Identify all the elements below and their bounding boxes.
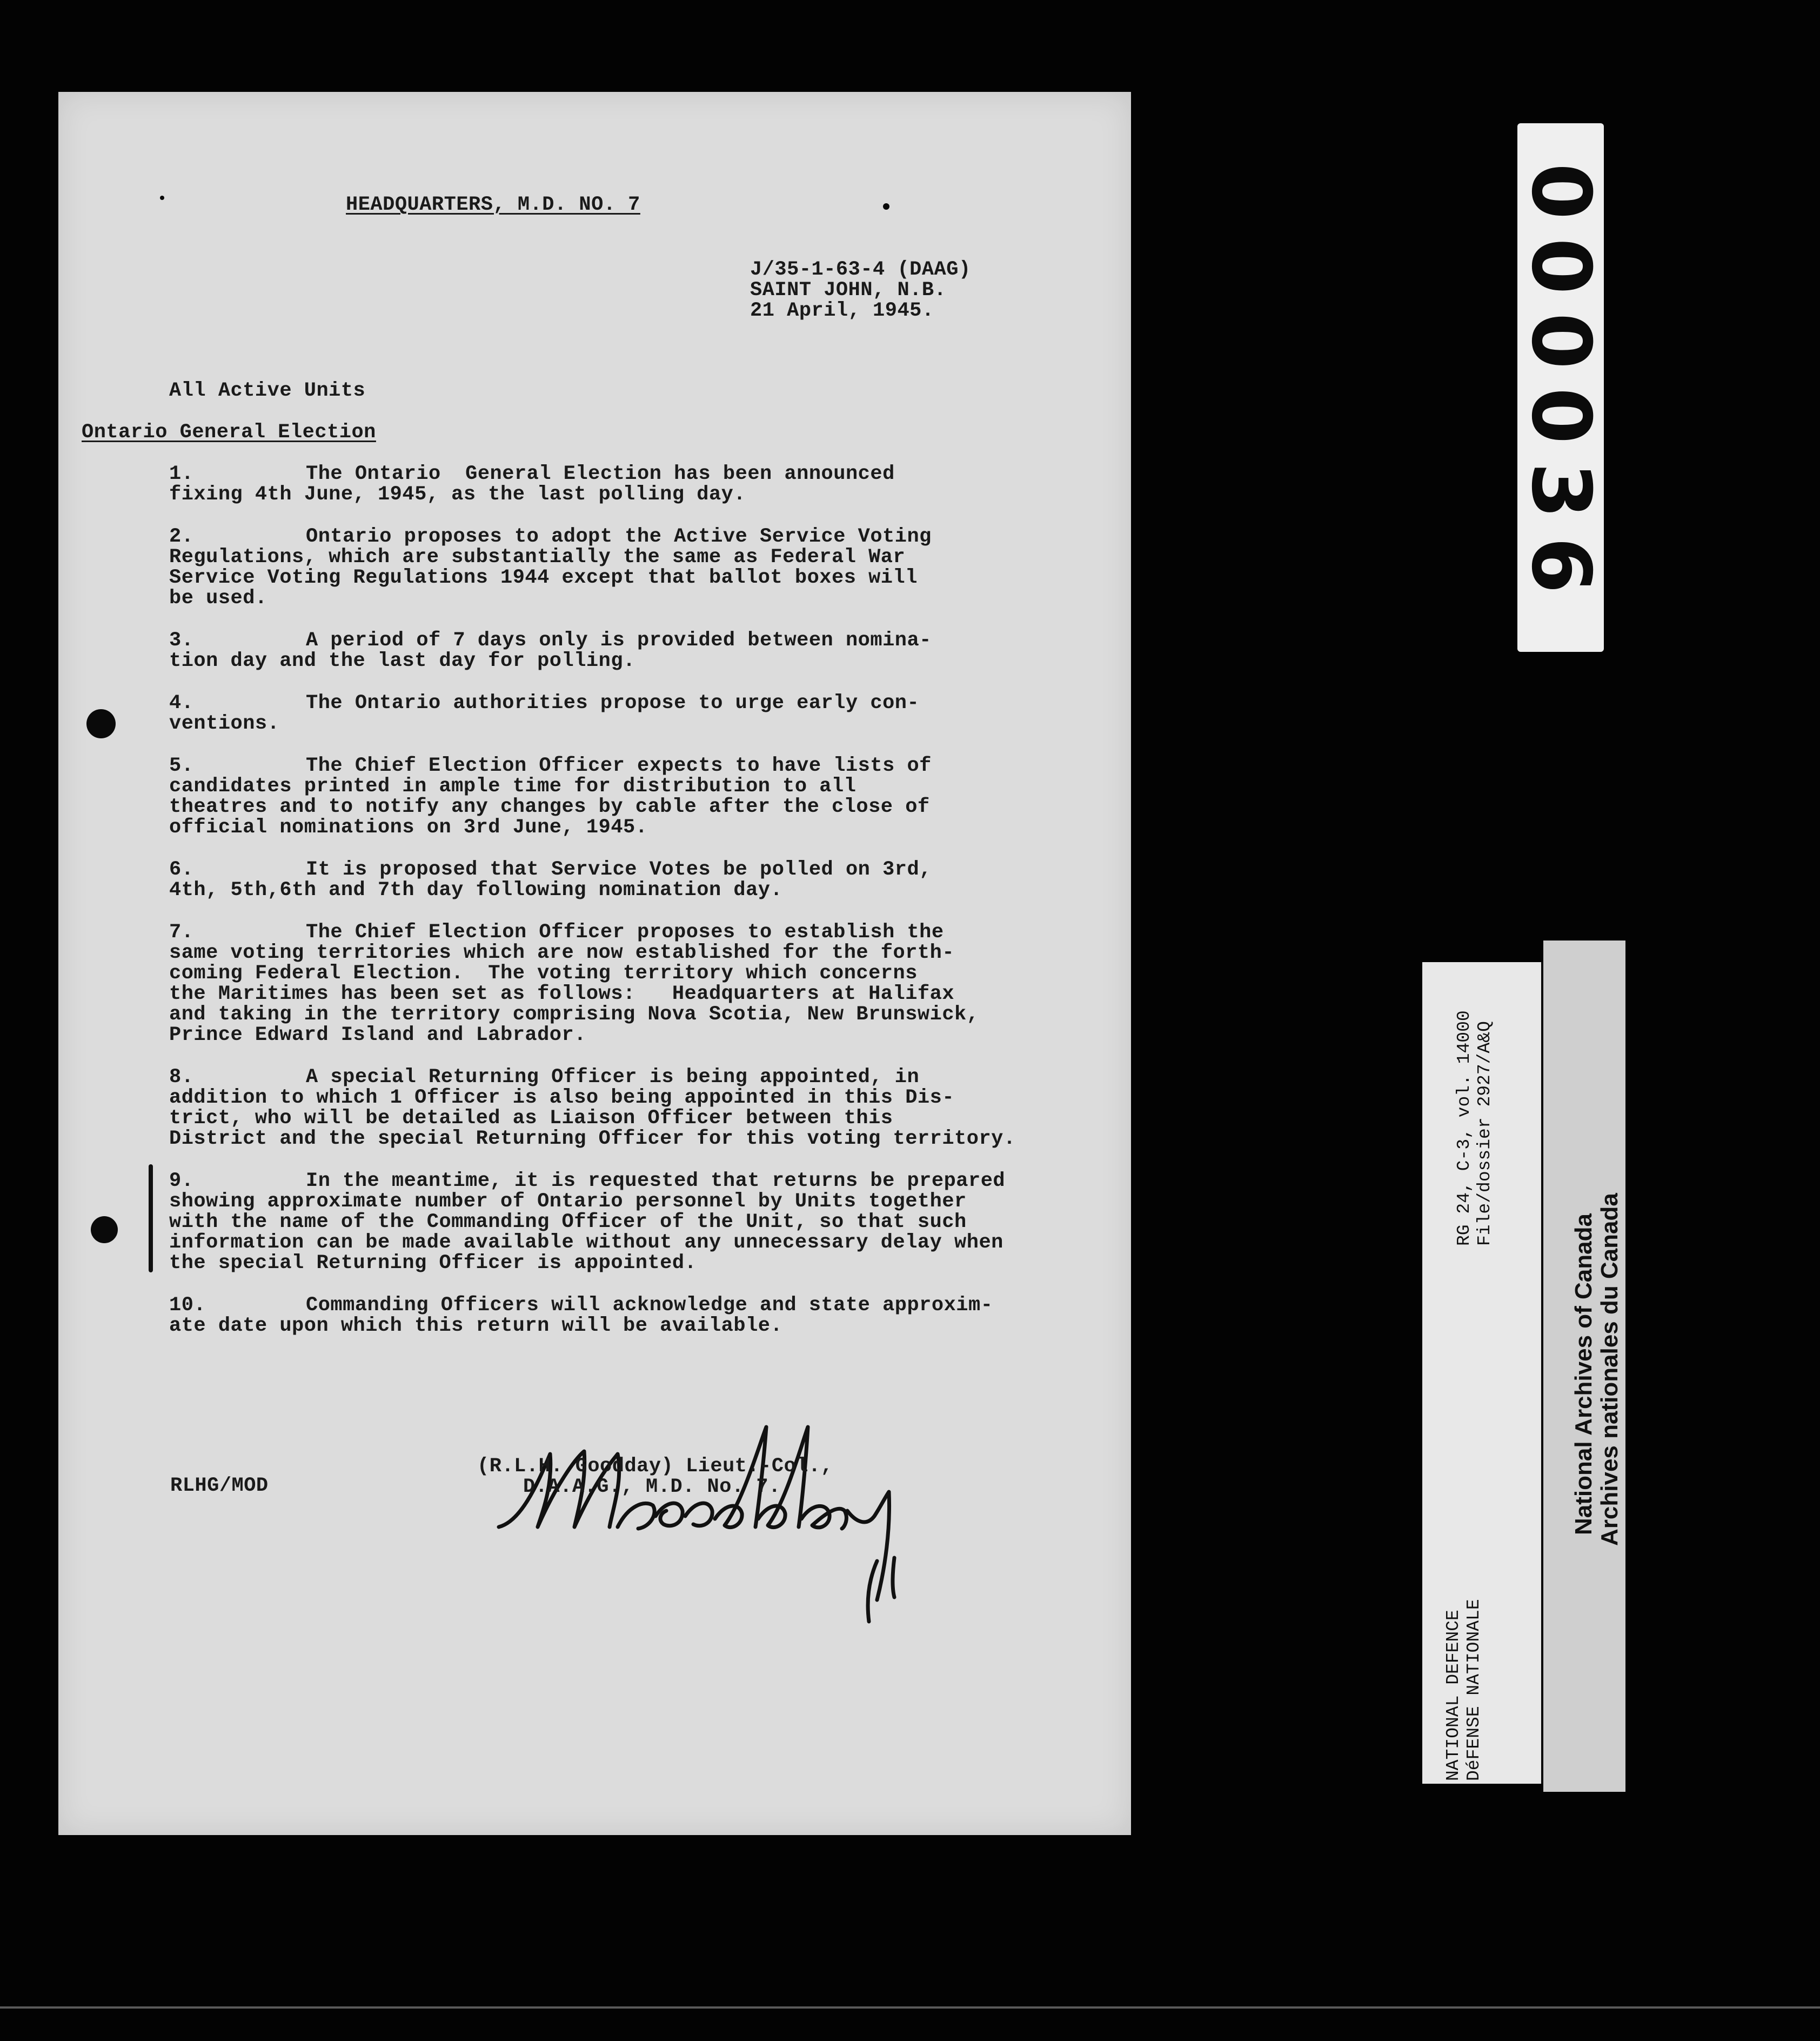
paragraph-line: 4th, 5th,6th and 7th day following nomination day. xyxy=(169,879,783,902)
reference-number: J/35-1-63-4 (DAAG) xyxy=(750,258,971,281)
paragraph-line: trict, who will be detailed as Liaison Officer between this xyxy=(169,1107,893,1130)
film-edge-line xyxy=(0,2006,1820,2009)
punch-hole xyxy=(86,709,116,738)
archive-reference-line: File/dossier 2927/A&Q xyxy=(1475,1021,1495,1246)
archive-reference-line: RG 24, C-3, vol. 14000 xyxy=(1454,1010,1474,1246)
paragraph-line: coming Federal Election. The voting territory which concerns xyxy=(169,962,918,985)
paragraph-line: official nominations on 3rd June, 1945. xyxy=(169,816,648,839)
margin-mark xyxy=(149,1164,153,1272)
archive-reference-label xyxy=(1422,962,1541,1784)
addressee: All Active Units xyxy=(169,379,366,402)
signatory-name: (R.L.H. Goodday) Lieut.-Col., xyxy=(477,1455,833,1478)
frame-number-strip xyxy=(1514,123,1608,652)
paragraph-line: be used. xyxy=(169,587,267,610)
paragraph-number: 5. xyxy=(169,755,194,777)
paragraph-line: A period of 7 days only is provided between nomina- xyxy=(306,629,932,652)
signatory-title: D.A.A.G., M.D. No. 7. xyxy=(523,1476,781,1498)
archives-name-french: Archives nationales du Canada xyxy=(1596,1193,1623,1546)
paragraph-line: same voting territories which are now established for the forth- xyxy=(169,942,955,964)
paragraph-number: 2. xyxy=(169,525,194,548)
paragraph-number: 9. xyxy=(169,1170,194,1192)
paragraph-line: showing approximate number of Ontario personnel by Units together xyxy=(169,1190,967,1213)
national-archives-label xyxy=(1543,941,1625,1792)
paragraph-line: The Ontario General Election has been announced xyxy=(306,463,895,485)
paragraph-line: District and the special Returning Officer for this voting territory. xyxy=(169,1128,1016,1150)
paragraph-line: Regulations, which are substantially the same as Federal War xyxy=(169,546,906,569)
paragraph-line: the special Returning Officer is appointed. xyxy=(169,1252,697,1275)
speck xyxy=(883,203,889,210)
paragraph-line: The Chief Election Officer proposes to establish the xyxy=(306,921,944,944)
paragraph-line: Ontario proposes to adopt the Active Service Voting xyxy=(306,525,932,548)
paragraph-line: In the meantime, it is requested that returns be prepared xyxy=(306,1170,1006,1192)
paragraph-line: candidates printed in ample time for distribution to all xyxy=(169,775,857,798)
paragraph-number: 4. xyxy=(169,692,194,715)
subject-line: Ontario General Election xyxy=(82,421,376,444)
frame-number: 000036 xyxy=(1514,163,1608,612)
paragraph-number: 7. xyxy=(169,921,194,944)
paragraph-line: Service Voting Regulations 1944 except that ballot boxes will xyxy=(169,566,918,589)
paragraph-line: and taking in the territory comprising Nova Scotia, New Brunswick, xyxy=(169,1003,979,1026)
paragraph-line: information can be made available without any unnecessary delay when xyxy=(169,1231,1003,1254)
paragraph-line: ate date upon which this return will be available. xyxy=(169,1315,783,1337)
paragraph-line: fixing 4th June, 1945, as the last polling day. xyxy=(169,483,746,506)
paragraph-line: ventions. xyxy=(169,712,280,735)
paragraph-number: 10. xyxy=(169,1294,206,1317)
paragraph-line: Commanding Officers will acknowledge and state approxim- xyxy=(306,1294,993,1317)
reference-initials: RLHG/MOD xyxy=(170,1475,269,1497)
date: 21 April, 1945. xyxy=(750,299,934,322)
document-page xyxy=(58,92,1131,1835)
paragraph-line: The Chief Election Officer expects to have lists of xyxy=(306,755,932,777)
handwritten-signature xyxy=(488,1389,996,1638)
paragraph-number: 1. xyxy=(169,463,194,485)
paragraph-number: 6. xyxy=(169,858,194,881)
speck xyxy=(160,196,164,200)
location: SAINT JOHN, N.B. xyxy=(750,279,947,302)
archives-name-english: National Archives of Canada xyxy=(1570,1213,1597,1535)
punch-hole xyxy=(91,1216,118,1243)
paragraph-line: tion day and the last day for polling. xyxy=(169,650,635,672)
paragraph-line: theatres and to notify any changes by cable after the close of xyxy=(169,796,930,818)
paragraph-line: A special Returning Officer is being appointed, in xyxy=(306,1066,920,1089)
paragraph-line: It is proposed that Service Votes be polled on 3rd, xyxy=(306,858,932,881)
paragraph-line: the Maritimes has been set as follows: Headquarters at Halifax xyxy=(169,983,955,1005)
paragraph-line: The Ontario authorities propose to urge early con- xyxy=(306,692,920,715)
paragraph-line: with the name of the Commanding Officer of the Unit, so that such xyxy=(169,1211,967,1233)
paragraph-line: addition to which 1 Officer is also being appointed in this Dis- xyxy=(169,1086,955,1109)
paragraph-number: 3. xyxy=(169,629,194,652)
department-line: DéFENSE NATIONALE xyxy=(1464,1599,1484,1781)
document-heading: HEADQUARTERS, M.D. NO. 7 xyxy=(346,194,640,216)
department-line: NATIONAL DEFENCE xyxy=(1443,1610,1463,1781)
paragraph-number: 8. xyxy=(169,1066,194,1089)
paragraph-line: Prince Edward Island and Labrador. xyxy=(169,1024,586,1046)
